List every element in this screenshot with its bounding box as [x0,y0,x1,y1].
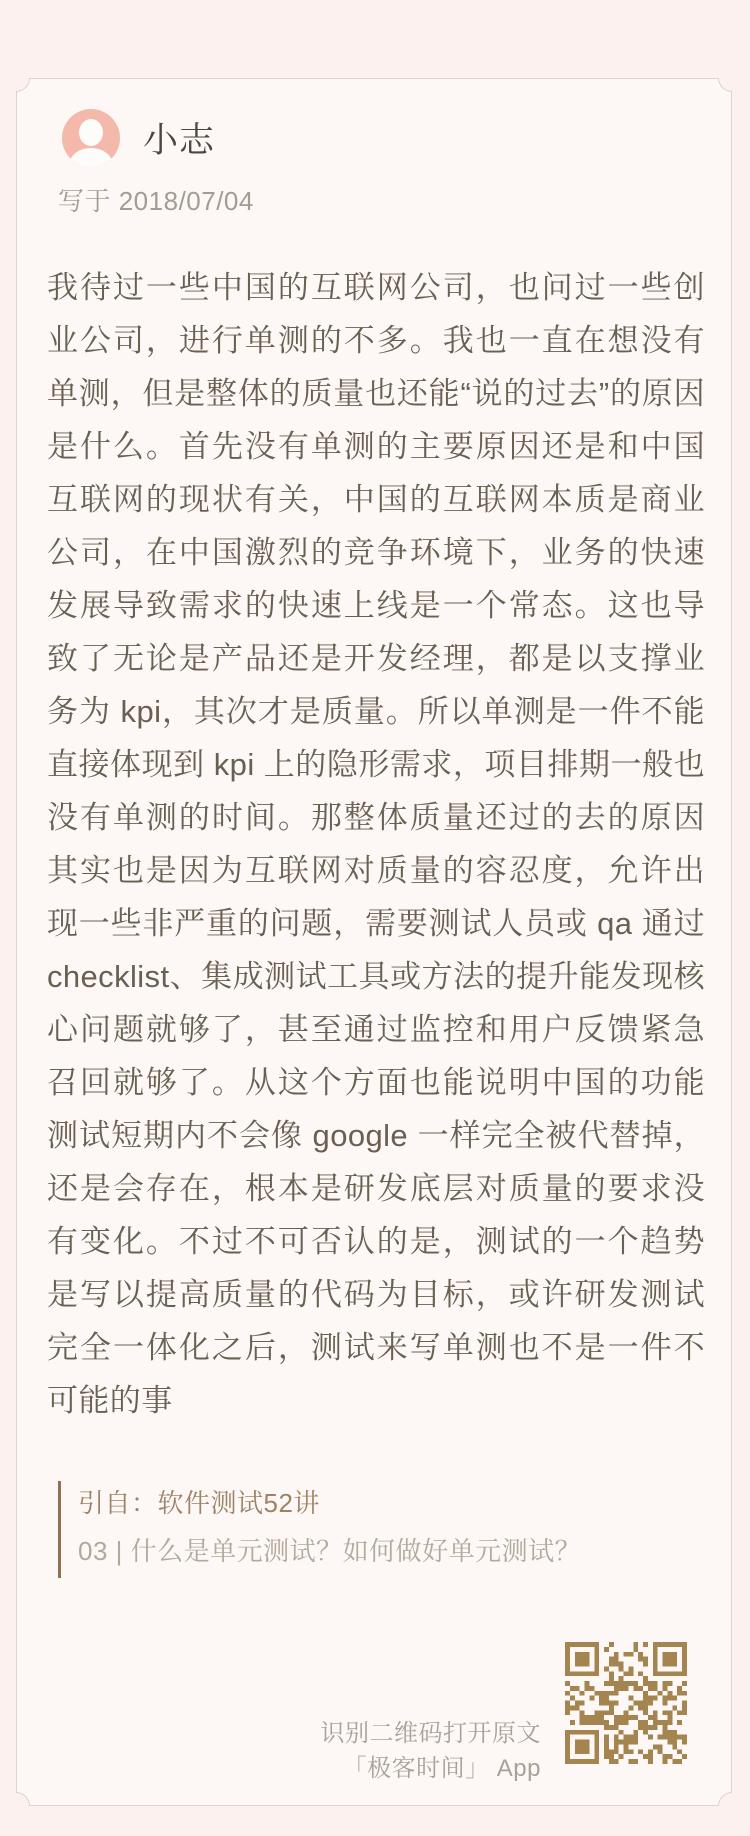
note-card [16,78,732,1806]
card-corner-notch [718,1792,732,1806]
qr-caption-line2: 「极客时间」 App [342,1755,541,1782]
qr-code-icon [565,1642,687,1764]
citation-block [58,1481,698,1578]
card-corner-notch [16,78,30,92]
written-date: 写于 2018/07/04 [58,186,254,216]
author-header [62,109,215,167]
card-corner-notch [718,78,732,92]
qr-caption [321,1716,542,1786]
avatar [62,109,120,167]
note-body-text: 我待过一些中国的互联网公司，也问过一些创业公司，进行单测的不多。我也一直在想没有单测，但是整体的质量也还能“说的过去”的原因是什么。首先没有单测的主要原因还是和中国互联网的现状有关，中国的互联网本质是商业公司，在中国激烈的竞争环境下，业务的快速发展导致需求的快速上线是一个常态。这也导致了无论是产品还是开发经理，都是以支撑业务为 kpi，其次才是质量。所以单测是一件不能直接体现到 kpi 上的隐形需求，项目排期一般也没有单测的时间。那整体质量还过的去的原因其实也是因为互联网对质量的容忍度，允许出现一些非严重的问题，需要测试人员或 qa 通过 checklist、集成测试工具或方法的提升能发现核心问题就够了，甚至通过监控和用户反馈紧急召回就够了。从这个方面也能说明中国的功能测试短期内不会像 google 一样完全被代替掉，还是会存在，根本是研发底层对质量的要求没有变化。不过不可否认的是，测试的一个趋势是写以提高质量的代码为目标，或许研发测试完全一体化之后，测试来写单测也不是一件不可能的事 [47,270,705,1418]
citation-chapter: 03 | 什么是单元测试？如何做好单元测试？ [78,1536,582,1566]
person-icon [69,148,113,167]
card-corner-notch [16,1792,30,1806]
person-icon [79,119,103,146]
qr-caption-line1: 识别二维码打开原文 [320,1720,541,1747]
author-name: 小志 [143,121,216,160]
citation-source: 引自：软件测试52讲 [78,1488,320,1518]
